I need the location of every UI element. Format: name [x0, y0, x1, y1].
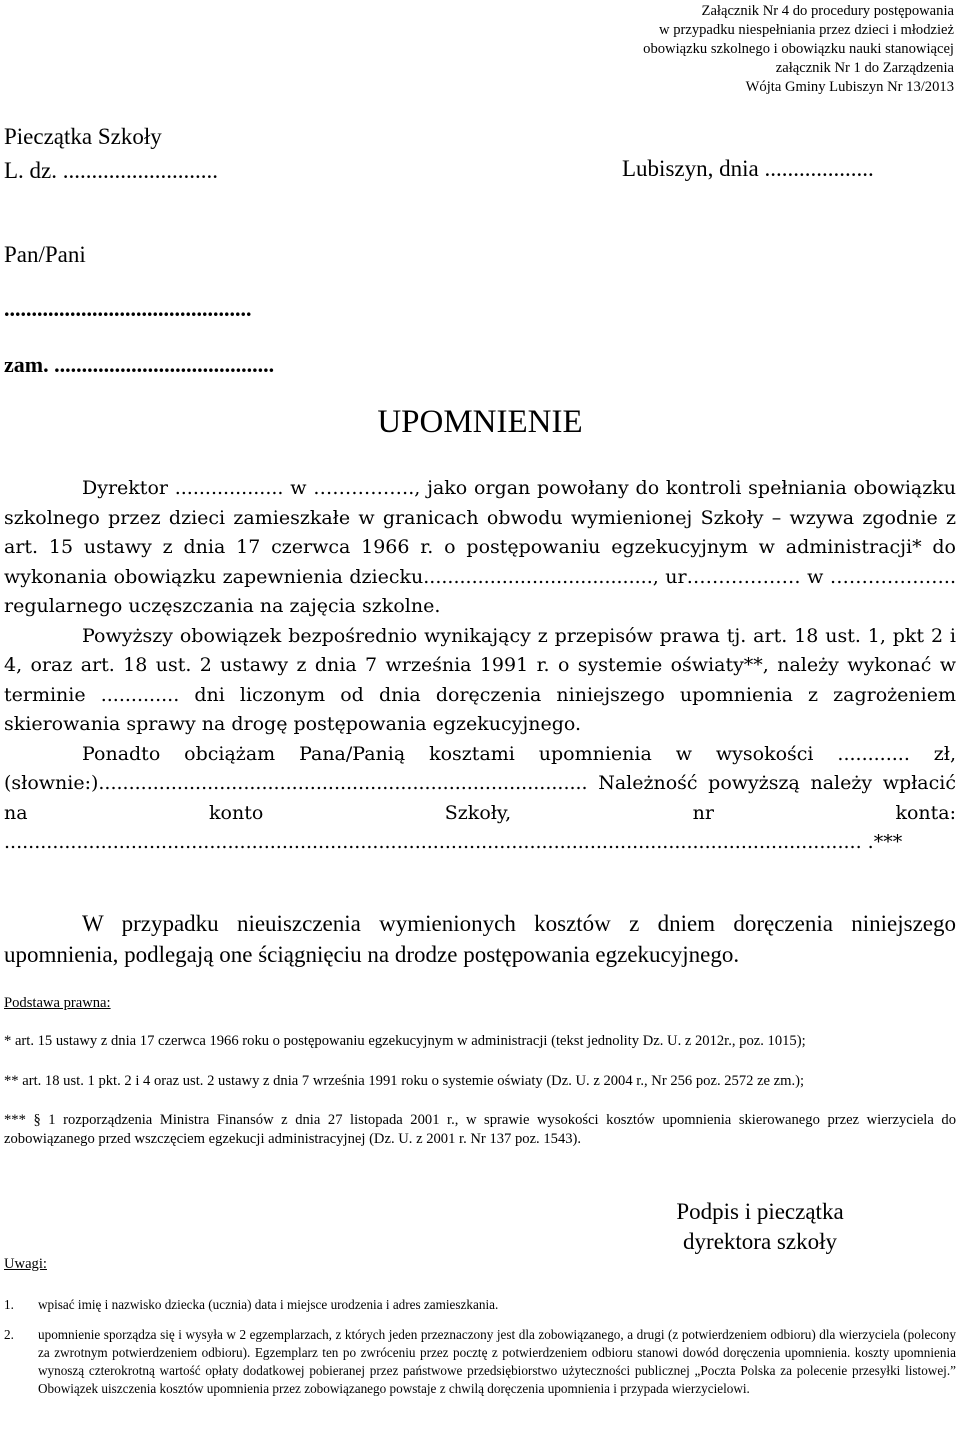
- reference-number: L. dz. ...........................: [4, 158, 219, 183]
- body-paragraph-costs: Ponadto obciążam Pana/Panią kosztami upomnienia w wysokości ............ zł, (słownie:)................................................................................. Należność powyższą należy wpłacić na konto Szkoły, nr konta: .............................................................................................................................................. .***: [4, 742, 956, 853]
- attachment-header: [534, 2, 954, 97]
- note-number: 2.: [4, 1327, 14, 1342]
- place-and-date: Lubiszyn, dnia ...................: [622, 156, 874, 181]
- signature-line: dyrektora szkoły: [683, 1229, 837, 1254]
- note-number: 1.: [4, 1297, 14, 1312]
- notes-heading: Uwagi:: [4, 1256, 47, 1272]
- document-title: UPOMNIENIE: [377, 404, 583, 440]
- enforcement-warning: W przypadku nieuiszczenia wymienionych kosztów z dniem doręczenia niniejszego upomnienia, podlegają one ściągnięciu na drodze postępowania egzekucyjnego.: [4, 911, 956, 967]
- signature-block: [650, 1197, 870, 1257]
- legal-basis-heading: Podstawa prawna:: [4, 995, 111, 1011]
- header-line: Wójta Gminy Lubiszyn Nr 13/2013: [745, 79, 954, 95]
- recipient-address: zam. ........................................: [4, 352, 275, 377]
- body-paragraph-summons: Dyrektor .................. w ……………., jako organ powołany do kontroli spełniania obowiązku szkolnego przez dzieci zamieszkałe w granicach obwodu wymienionej Szkoły – wzywa zgodnie z art. 15 ustawy z dnia 17 czerwca 1966 r. o postępowaniu egzekucyjnym w administracji* do wykonania obowiązku zapewnienia dziecku......................................, ur……………… w ……………….. regularnego uczęszczania na zajęcia szkolne.: [4, 477, 956, 617]
- header-line: obowiązku szkolnego i obowiązku nauki stanowiącej: [643, 41, 954, 57]
- body-paragraph-obligation: Powyższy obowiązek bezpośrednio wynikający z przepisów prawa tj. art. 18 ust. 1, pkt 2 i 4, oraz art. 18 ust. 2 ustawy z dnia 7 września 1991 r. o systemie oświaty**, należy wykonać w terminie ............. dni liczonym od dnia doręczenia niniejszego upomnienia z zagrożeniem skierowania sprawy na drogę postępowania egzekucyjnego.: [4, 624, 956, 735]
- header-line: załącznik Nr 1 do Zarządzenia: [775, 60, 954, 76]
- legal-footnote: ** art. 18 ust. 1 pkt. 2 i 4 oraz ust. 2 ustawy z dnia 7 września 1991 roku o systemie oświaty (Dz. U. z 2004 r., Nr 256 poz. 2572 ze zm.);: [4, 1073, 805, 1089]
- note-text: upomnienie sporządza się i wysyła w 2 egzemplarzach, z których jeden przeznaczony jest dla zobowiązanego, a drugi (z potwierdzeniem odbioru) dla wierzyciela (polecony za zwrotnym potwierdzeniem odbioru). Egzemplarz ten po zwróceniu przez pocztę z potwierdzeniem odbioru stanowi dowód doręczenia upomnienia. koszty upomnienia wynoszą czterokrotną wartość opłaty dodatkowej pobieranej przez państwowe przedsiębiorstwo użyteczności publicznej „Poczta Polska za polecenie przesyłki listowej.” Obowiązek uiszczenia kosztów upomnienia przez zobowiązanego powstaje z chwilą doręczenia upomnienia i przypada wierzycielowi.: [38, 1327, 956, 1396]
- note-text: wpisać imię i nazwisko dziecka (ucznia) data i miejsce urodzenia i adres zamieszkania.: [38, 1297, 499, 1312]
- signature-line: Podpis i pieczątka: [676, 1199, 844, 1224]
- note-item: [4, 1326, 956, 1398]
- recipient-salutation: Pan/Pani: [4, 242, 86, 267]
- school-stamp-label: Pieczątka Szkoły: [4, 124, 162, 149]
- recipient-name-field: .............................................: [4, 296, 252, 321]
- legal-footnote: *** § 1 rozporządzenia Ministra Finansów z dnia 27 listopada 2001 r., w sprawie wysokości kosztów upomnienia skierowanego przez wierzyciela do zobowiązanego przed wszczęciem egzekucji administracyjnej (Dz. U. z 2001 r. Nr 137 poz. 1543).: [4, 1112, 956, 1147]
- header-line: Załącznik Nr 4 do procedury postępowania: [701, 3, 954, 19]
- legal-footnote: * art. 15 ustawy z dnia 17 czerwca 1966 roku o postępowaniu egzekucyjnym w administracji (tekst jednolity Dz. U. z 2012r., poz. 1015);: [4, 1033, 806, 1049]
- document-body: [4, 474, 956, 858]
- note-item: [4, 1296, 956, 1314]
- header-line: w przypadku niespełniania przez dzieci i młodzież: [659, 22, 954, 38]
